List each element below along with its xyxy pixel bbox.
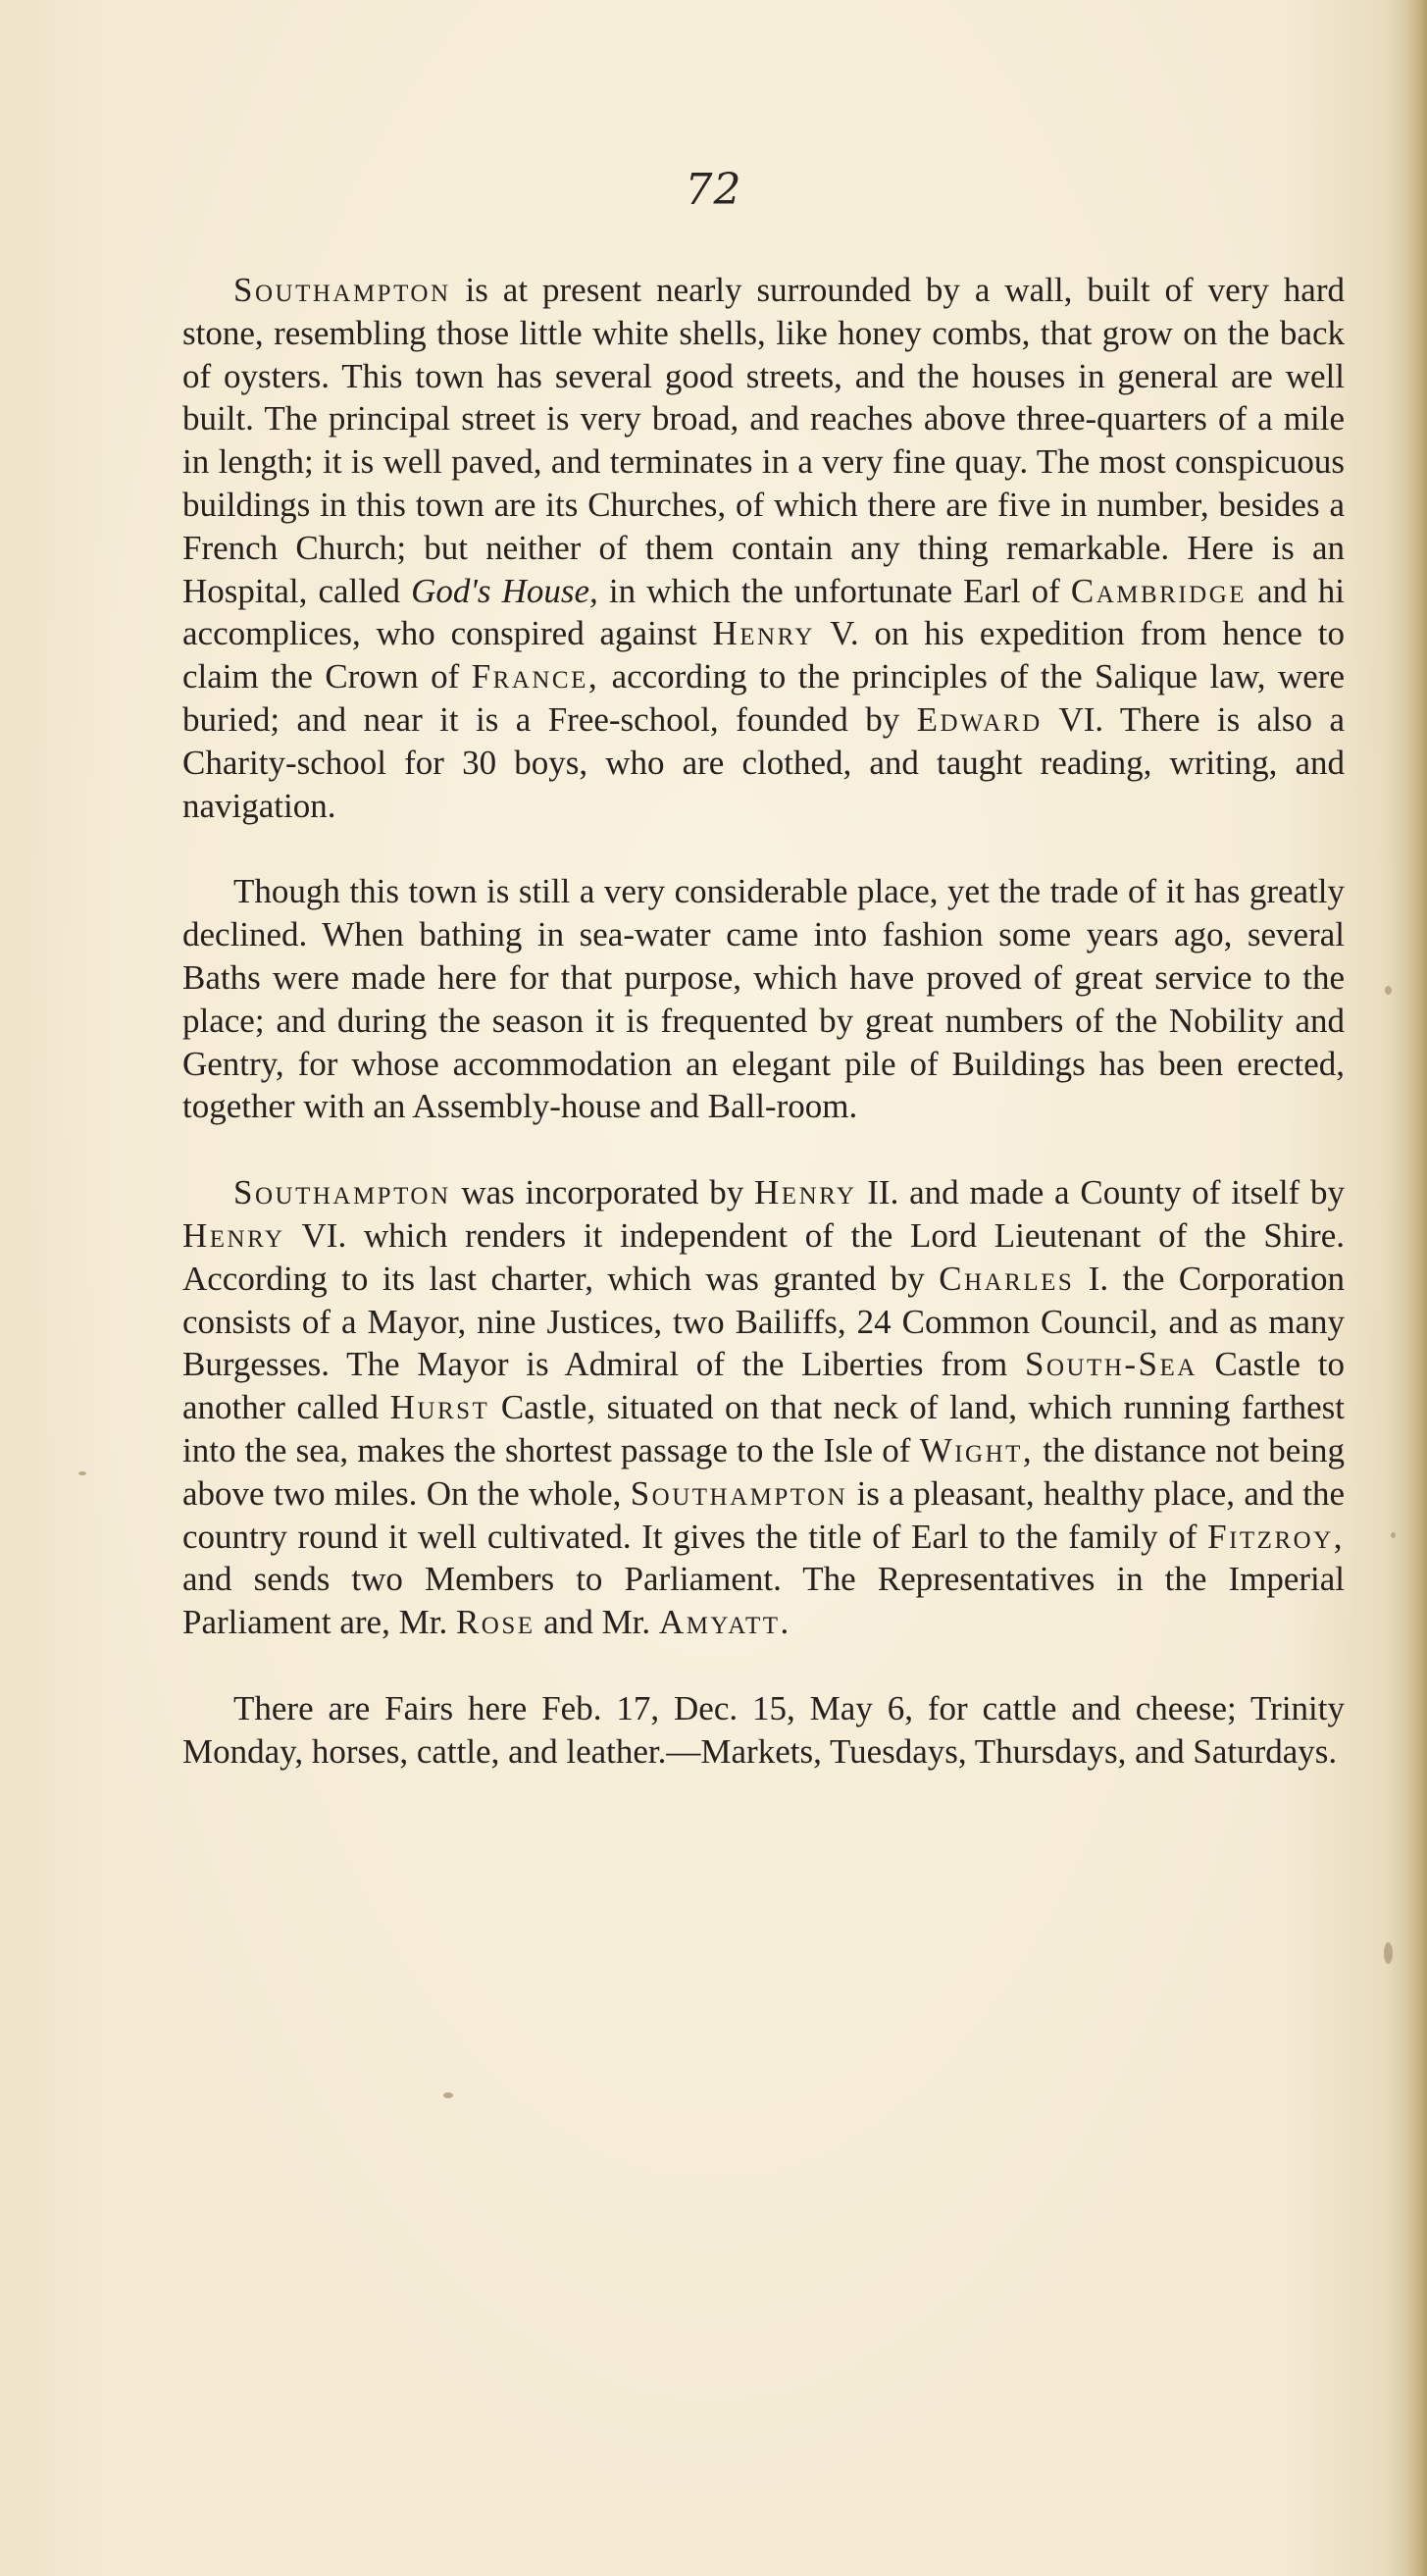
small-caps-name: South-Sea: [1024, 1345, 1198, 1384]
text-run: in which the unfortunate Earl of: [597, 571, 1071, 610]
text-run: and sends two Members to Parliament. The Representatives in the Imperial Parliament are, Mr.: [182, 1560, 1345, 1642]
small-caps-name: Cambridge: [1070, 571, 1248, 610]
text-run: and Mr.: [535, 1603, 659, 1642]
small-caps-name: Charles: [939, 1259, 1075, 1298]
page-edge-shadow: [1405, 0, 1427, 2576]
paper-speck: [78, 1471, 86, 1475]
small-caps-name: Southampton: [233, 1173, 451, 1212]
paragraph-1: [182, 269, 1345, 827]
small-caps-name: Henry: [754, 1173, 857, 1212]
small-caps-name: Amyatt.: [658, 1603, 791, 1642]
text-run: is a pleasant, healthy place, and the country round it well cultivated. It gives the title of Earl to the family of: [182, 1473, 1345, 1556]
text-run: VI. There is also a Charity-school for 30 boys, who are clothed, and taught reading, writing, and navigation.: [182, 699, 1346, 825]
text-run: Though this town is still a very considerable place, yet the trade of it has greatly declined. When bathing in sea-water came into fashion some years ago, several Baths were made here for that purpose, which have proved of great service to the place; and during the season it is frequented by great numbers of the Nobility and Gentry, for whose accommodation an elegant pile of Buildings has been erected, together with an Assembly-house and Ball-room.: [182, 872, 1345, 1126]
text-run: the distance not being above two miles. On the whole,: [182, 1430, 1345, 1513]
text-run: and hi accomplices, who conspired against: [182, 571, 1346, 653]
small-caps-name: Henry: [712, 614, 815, 653]
paper-speck: [1391, 1532, 1396, 1538]
small-caps-name: Southampton: [233, 271, 451, 309]
italic-phrase: God's House,: [411, 571, 598, 610]
text-run: I. the Corporation consists of a Mayor, nine Justices, two Bailiffs, 24 Common Council, and as many Burgesses. The Mayor is Admiral of the Liberties from: [182, 1259, 1345, 1384]
text-run: Castle to another called: [182, 1345, 1345, 1427]
body-text: [182, 269, 1345, 1817]
paragraph-3: [182, 1171, 1345, 1644]
small-caps-name: Fitzroy,: [1207, 1517, 1345, 1556]
small-caps-name: Southampton: [630, 1473, 848, 1513]
text-run: was incorporated by: [450, 1173, 755, 1212]
paragraph-2: [182, 870, 1345, 1128]
text-run: Castle, situated on that neck of land, which running farthest into the sea, makes the shortest passage to the Isle of: [182, 1388, 1345, 1469]
page-number: 72: [685, 165, 742, 215]
paper-speck: [1385, 986, 1392, 995]
text-run: VI. which renders it independent of the Lord Lieutenant of the Shire. According to its last charter, which was granted by: [182, 1215, 1345, 1298]
text-run: is at present nearly surrounded by a wall, built of very hard stone, resembling those little white shells, like honey combs, that grow on the back of oysters. This town has several good streets, and the houses in general are well built. The principal street is very broad, and reaches above three-quarters of a mile in length; it is well paved, and terminates in a very fine quay. The most conspicuous buildings in this town are its Churches, of which there are five in number, besides a French Church; but neither of them contain any thing remarkable. Here is an Hospital, called: [182, 271, 1345, 610]
paper-speck: [1384, 1942, 1393, 1964]
small-caps-name: Rose: [455, 1603, 535, 1642]
small-caps-name: Hurst: [389, 1388, 490, 1427]
text-run: There are Fairs here Feb. 17, Dec. 15, May 6, for cattle and cheese; Trinity Monday, horses, cattle, and leather.—Markets, Tuesdays, Thursdays, and Saturdays.: [182, 1688, 1345, 1771]
small-caps-name: Henry: [182, 1215, 285, 1255]
paragraph-4: [182, 1687, 1345, 1774]
small-caps-name: Edward: [916, 699, 1043, 739]
small-caps-name: Wight,: [919, 1430, 1035, 1469]
paper-speck: [443, 2092, 453, 2098]
text-run: V. on his expedition from hence to claim the Crown of: [182, 614, 1345, 696]
small-caps-name: France,: [471, 657, 600, 696]
text-run: II. and made a County of itself by: [856, 1173, 1345, 1212]
text-run: according to the principles of the Salique law, were buried; and near it is a Free-school, founded by: [182, 657, 1345, 739]
